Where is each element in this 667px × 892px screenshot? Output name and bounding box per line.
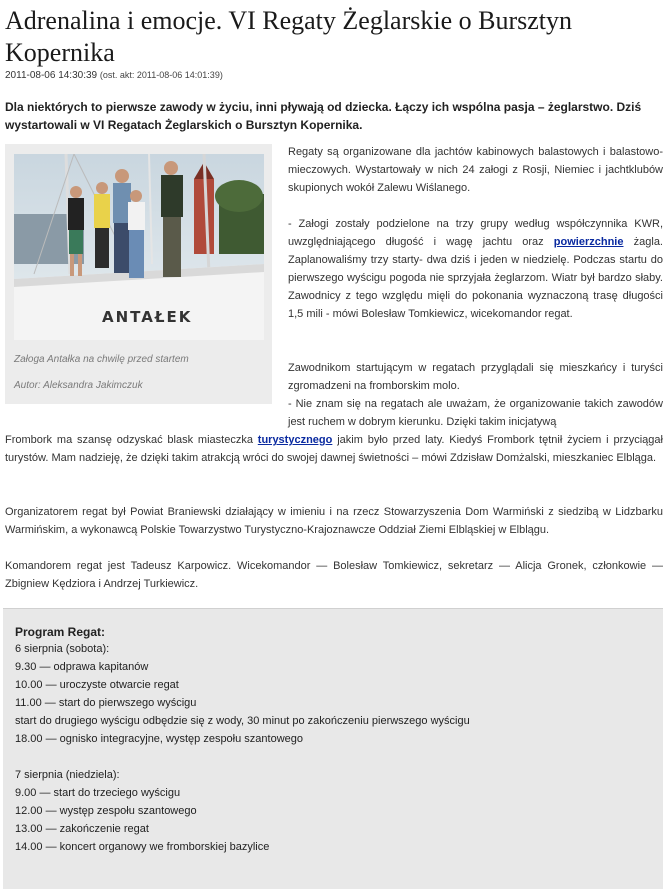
article-lead: Dla niektórych to pierwsze zawody w życiu, inni pływają od dziecka. Łączy ich wspólna pasja – żeglarstwo. Dziś wystartowali w VI Regatach Żeglarskich o Bursztyn Kopernika. [5, 100, 642, 132]
program-line: 9.30 — odprawa kapitanów [15, 661, 149, 673]
program-line: start do drugiego wyścigu odbędzie się z wody, 30 minut po zakończeniu pierwszego wyścigu [15, 715, 470, 727]
program-line: 14.00 — koncert organowy we fromborskiej bazylice [15, 841, 270, 853]
program-line: 9.00 — start do trzeciego wyścigu [15, 787, 181, 799]
program-line: 18.00 — ognisko integracyjne, występ zespołu szantowego [15, 733, 304, 745]
article-photo[interactable] [14, 154, 264, 340]
program-line: 12.00 — występ zespołu szantowego [15, 805, 197, 817]
photo-author: Autor: Aleksandra Jakimczuk [14, 380, 143, 391]
body-paragraph-3 [288, 359, 663, 431]
body-paragraph-1: Regaty są organizowane dla jachtów kabinowych balastowych i balastowo-mieczowych. Wystartowały w nich 24 załogi z Rosji, Niemiec i jachtklubów skupionych wokół Zalewu Wiślanego. [288, 146, 663, 194]
program-line: 11.00 — start do pierwszego wyścigu [15, 697, 197, 709]
article-updated: (ost. akt: 2011-08-06 14:01:39) [99, 70, 223, 80]
body-paragraph-3c-a: Frombork ma szansę odzyskać blask miasteczka [5, 434, 258, 446]
article-title: Adrenalina i emocje. VI Regaty Żeglarskie o Bursztyn Kopernika [5, 6, 573, 67]
program-box [3, 608, 663, 889]
link-powierzchnie[interactable]: powierzchnie [553, 236, 624, 248]
body-paragraph-4: Organizatorem regat był Powiat Braniewski działający w imieniu i na rzecz Stowarzyszenia Dom Warmiński z siedzibą w Lidzbarku Warmińskim, a wykonawcą Polskie Towarzystwo Turystyczno-Krajoznawcze Oddział Ziemi Elbląskiej w Elblągu. [5, 506, 663, 536]
program-line: 7 sierpnia (niedziela): [15, 769, 120, 781]
link-turystycznego[interactable]: turystycznego [257, 434, 333, 446]
body-paragraph-3c-b: jakim było przed laty. Kiedyś Frombork tętnił życiem i przyciągał turystów. Mam nadzieję, że dzięki takim atrakcją wróci do swojej dawnej świetności – mówi Zdzisław Domżalski, mieszkaniec Elbląga. [5, 434, 663, 464]
body-paragraph-2 [288, 215, 663, 323]
body-paragraph-2-a: - Załogi zostały podzielone na trzy grupy według współczynnika KWR, uwzględniającego długość i wagę jachtu oraz [288, 218, 663, 248]
program-title: Program Regat: [15, 625, 106, 639]
body-paragraph-3-a: Zawodnikom startującym w regatach przyglądali się mieszkańcy i turyści zgromadzeni na fromborskim molo. [288, 362, 663, 392]
program-line: 6 sierpnia (sobota): [15, 643, 110, 655]
photo-illustration [14, 154, 264, 340]
body-paragraph-3-b: - Nie znam się na regatach ale uważam, że organizowanie takich zawodów jest ruchem w dobrym kierunku. Dzięki takim inicjatywą [288, 398, 663, 428]
program-line: 10.00 — uroczyste otwarcie regat [15, 679, 179, 691]
photo-caption: Załoga Antałka na chwilę przed startem [14, 354, 189, 365]
program-line: 13.00 — zakończenie regat [15, 823, 149, 835]
photo-figure [5, 144, 272, 404]
article-meta [5, 70, 223, 81]
body-paragraph-5: Komandorem regat jest Tadeusz Karpowicz. Wicekomandor — Bolesław Tomkiewicz, sekretarz — Alicja Gronek, członkowie — Zbigniew Kędziora i Andrzej Turkiewicz. [5, 560, 663, 590]
hull-name: ANTAŁEK [102, 308, 193, 326]
body-paragraph-3-continued [5, 431, 663, 467]
article-date: 2011-08-06 14:30:39 [5, 70, 98, 81]
body-paragraph-2-b: żagla. Zaplanowaliśmy trzy starty- dwa dziś i jeden w niedzielę. Podczas startu do pierwszego wyścigu pogoda nie sprzyjała żeglarzom. Wiatr był bardzo słaby. Zawodnicy z tego względu mięli do pokonania wyznaczoną trasę długości 1,5 mili - mówi Bolesław Tomkiewicz, wicekomandor regat. [288, 236, 663, 320]
